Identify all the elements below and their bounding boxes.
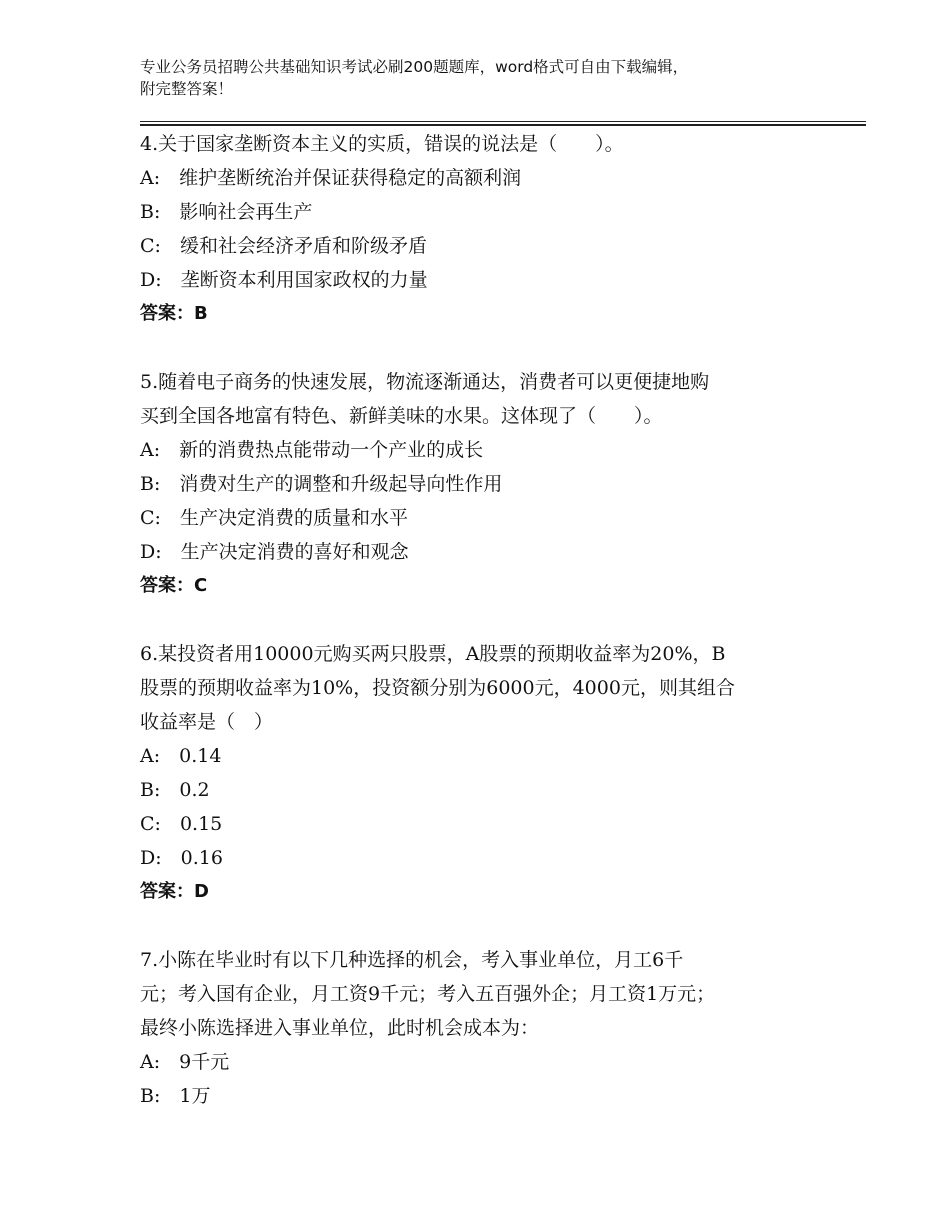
question-stem [140,637,820,739]
question-5 [140,365,820,603]
question-stem [140,365,820,433]
question-stem [140,127,820,161]
question-4 [140,127,820,331]
question-7 [140,943,820,1113]
header-line-1: 专业公务员招聘公共基础知识考试必刷200题题库，word格式可自由下载编辑， [140,58,689,76]
question-stem-line: 收益率是（ ） [140,711,274,733]
question-stem-line: 6.某投资者用10000元购买两只股票，A股票的预期收益率为20%，B [140,643,726,665]
spacer [140,603,820,637]
option-d: D: 生产决定消费的喜好和观念 [140,541,409,563]
option-d: D: 0.16 [140,847,223,869]
option-a: A: 维护垄断统治并保证获得稳定的高额利润 [140,167,522,189]
answer-label: 答案：C [140,575,208,596]
question-6 [140,637,820,909]
spacer [140,909,820,943]
option-a: A: 0.14 [140,745,222,767]
spacer [140,331,820,365]
answer-label: 答案：D [140,881,209,902]
question-stem-line: 4.关于国家垄断资本主义的实质，错误的说法是（ ）。 [140,133,624,155]
option-a: A: 新的消费热点能带动一个产业的成长 [140,439,484,461]
option-c: C: 0.15 [140,813,223,835]
question-stem-line: 5.随着电子商务的快速发展，物流逐渐通达，消费者可以更便捷地购 [140,371,710,393]
question-stem-line: 股票的预期收益率为10%，投资额分别为6000元，4000元，则其组合 [140,677,735,699]
header-divider-thick [140,124,866,126]
option-b: B: 1万 [140,1085,211,1107]
option-d: D: 垄断资本利用国家政权的力量 [140,269,428,291]
header-line-2: 附完整答案！ [140,80,234,98]
document-header [140,56,820,100]
option-c: C: 生产决定消费的质量和水平 [140,507,408,529]
answer-label: 答案：B [140,303,208,324]
question-list [140,127,820,1113]
header-divider-thin [140,121,866,122]
question-stem-line: 7.小陈在毕业时有以下几种选择的机会，考入事业单位，月工6千 [140,949,684,971]
option-b: B: 0.2 [140,779,210,801]
option-b: B: 影响社会再生产 [140,201,313,223]
option-b: B: 消费对生产的调整和升级起导向性作用 [140,473,503,495]
option-c: C: 缓和社会经济矛盾和阶级矛盾 [140,235,427,257]
option-a: A: 9千元 [140,1051,230,1073]
question-stem-line: 最终小陈选择进入事业单位，此时机会成本为： [140,1017,540,1039]
question-stem-line: 元；考入国有企业，月工资9千元；考入五百强外企；月工资1万元； [140,983,716,1005]
question-stem [140,943,820,1045]
question-stem-line: 买到全国各地富有特色、新鲜美味的水果。这体现了（ ）。 [140,405,663,427]
